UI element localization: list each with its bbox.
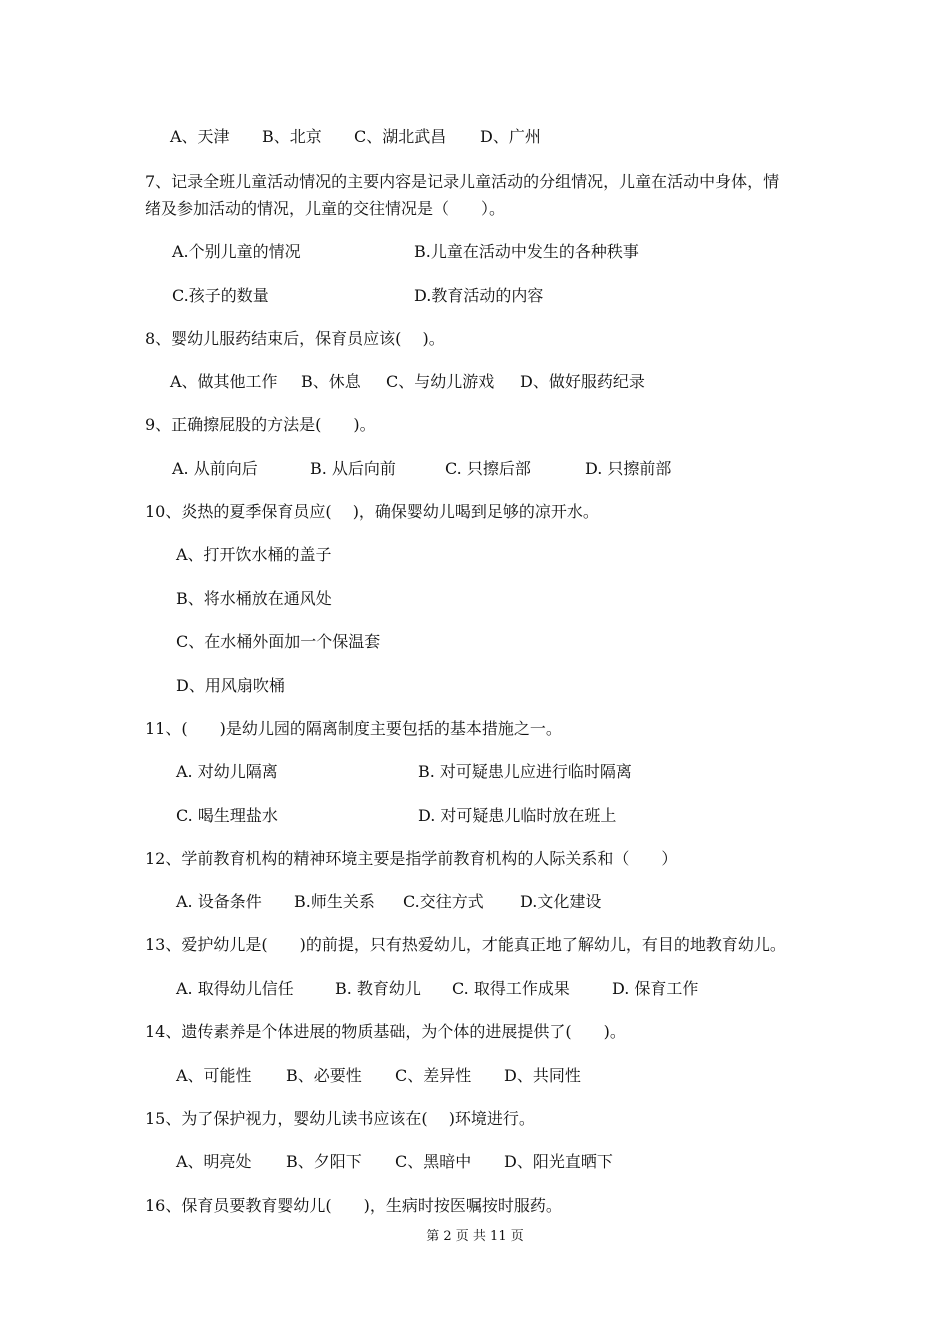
- q7-option-b: B.儿童在活动中发生的各种秩事: [414, 242, 639, 261]
- q13-option-c: C. 取得工作成果: [452, 979, 570, 998]
- q9-stem: 9、正确擦屁股的方法是( )。: [145, 415, 376, 434]
- q14-option-a: A、可能性: [176, 1066, 252, 1085]
- q8-option-c: C、与幼儿游戏: [386, 372, 495, 391]
- q8-stem: 8、婴幼儿服药结束后，保育员应该( )。: [145, 329, 445, 348]
- page-footer: 第 2 页 共 11 页: [426, 1229, 524, 1244]
- q13-option-a: A. 取得幼儿信任: [176, 979, 294, 998]
- q11-option-d: D. 对可疑患儿临时放在班上: [418, 806, 617, 825]
- q7-option-c: C.孩子的数量: [172, 286, 269, 305]
- q15-option-a: A、明亮处: [176, 1152, 252, 1171]
- q6-option-b: B、北京: [262, 127, 322, 146]
- q15-option-b: B、夕阳下: [286, 1152, 362, 1171]
- q6-option-c: C、湖北武昌: [354, 127, 447, 146]
- q9-option-a: A. 从前向后: [172, 459, 258, 478]
- q11-option-a: A. 对幼儿隔离: [176, 762, 278, 781]
- q12-option-b: B.师生关系: [294, 892, 375, 911]
- q13-stem: 13、爱护幼儿是( )的前提，只有热爱幼儿，才能真正地了解幼儿，有目的地教育幼儿。: [145, 935, 786, 954]
- q10-option-c: C、在水桶外面加一个保温套: [176, 632, 381, 651]
- q11-option-c: C. 喝生理盐水: [176, 806, 278, 825]
- q7-option-a: A.个别儿童的情况: [172, 242, 301, 261]
- q9-option-d: D. 只擦前部: [585, 459, 672, 478]
- q8-option-a: A、做其他工作: [170, 372, 278, 391]
- q16-stem: 16、保育员要教育婴幼儿( )，生病时按医嘱按时服药。: [145, 1196, 562, 1215]
- q12-option-d: D.文化建设: [520, 892, 602, 911]
- q8-option-d: D、做好服药纪录: [520, 372, 645, 391]
- q14-option-b: B、必要性: [286, 1066, 362, 1085]
- q10-option-a: A、打开饮水桶的盖子: [176, 545, 332, 564]
- q6-option-a: A、天津: [170, 127, 230, 146]
- q12-option-a: A. 设备条件: [176, 892, 262, 911]
- q15-option-d: D、阳光直晒下: [504, 1152, 613, 1171]
- q9-option-c: C. 只擦后部: [445, 459, 531, 478]
- q14-option-c: C、差异性: [395, 1066, 472, 1085]
- q13-option-d: D. 保育工作: [612, 979, 699, 998]
- q7-stem-line2: 绪及参加活动的情况，儿童的交往情况是（ ）。: [145, 199, 506, 218]
- q10-option-d: D、用风扇吹桶: [176, 676, 285, 695]
- q6-option-d: D、广州: [480, 127, 541, 146]
- q7-option-d: D.教育活动的内容: [414, 286, 544, 305]
- q13-option-b: B. 教育幼儿: [335, 979, 421, 998]
- q10-stem: 10、炎热的夏季保育员应( )，确保婴幼儿喝到足够的凉开水。: [145, 502, 599, 521]
- q12-option-c: C.交往方式: [403, 892, 484, 911]
- q14-option-d: D、共同性: [504, 1066, 581, 1085]
- q7-stem-line1: 7、记录全班儿童活动情况的主要内容是记录儿童活动的分组情况，儿童在活动中身体，情: [145, 172, 780, 191]
- q15-stem: 15、为了保护视力，婴幼儿读书应该在( )环境进行。: [145, 1109, 535, 1128]
- q9-option-b: B. 从后向前: [310, 459, 396, 478]
- q11-stem: 11、( )是幼儿园的隔离制度主要包括的基本措施之一。: [145, 719, 562, 738]
- q12-stem: 12、学前教育机构的精神环境主要是指学前教育机构的人际关系和（ ）: [145, 849, 678, 868]
- q15-option-c: C、黑暗中: [395, 1152, 472, 1171]
- q10-option-b: B、将水桶放在通风处: [176, 589, 332, 608]
- q8-option-b: B、休息: [301, 372, 361, 391]
- q14-stem: 14、遗传素养是个体进展的物质基础，为个体的进展提供了( )。: [145, 1022, 626, 1041]
- q11-option-b: B. 对可疑患儿应进行临时隔离: [418, 762, 632, 781]
